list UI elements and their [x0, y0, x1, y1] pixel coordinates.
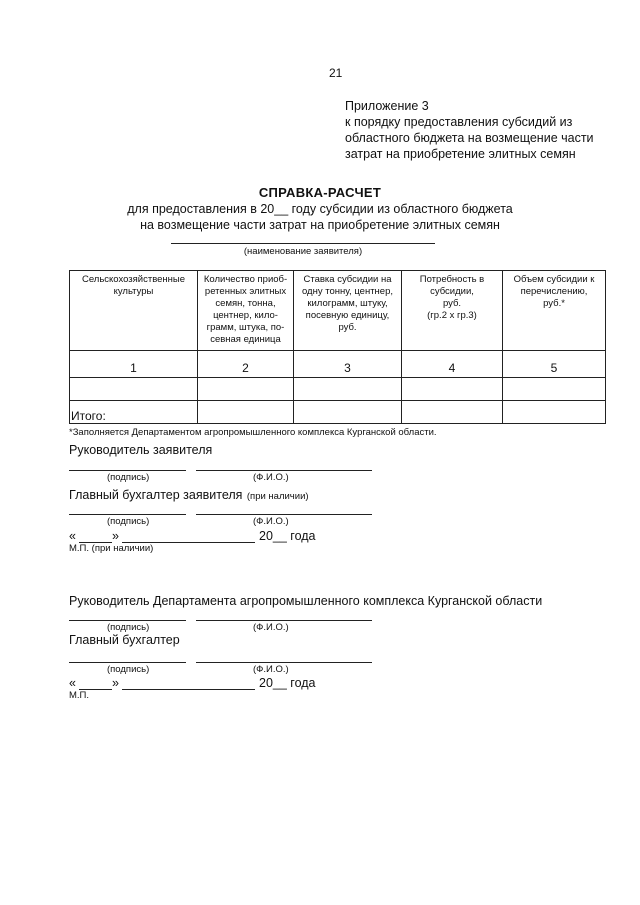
fio-caption: (Ф.И.О.)	[253, 664, 289, 675]
chief-accountant-label: Главный бухгалтер	[69, 633, 180, 647]
chief-accountant-applicant	[69, 486, 309, 504]
appendix-line: затрат на приобретение элитных семян	[345, 147, 576, 161]
total-row	[70, 401, 606, 424]
date-year: 20__ года	[259, 529, 316, 543]
fio-caption: (Ф.И.О.)	[253, 516, 289, 527]
document-title: СПРАВКА-РАСЧЕТ	[258, 185, 382, 200]
document-subtitle	[0, 202, 640, 233]
table-cell[interactable]	[402, 378, 503, 401]
date-open-quote: «	[69, 529, 76, 543]
chief-accountant-applicant-label: Главный бухгалтер заявителя	[69, 488, 243, 502]
table-cell[interactable]	[198, 401, 294, 424]
appendix-block	[345, 98, 595, 162]
appendix-line: областного бюджета на возмещение части	[345, 131, 594, 145]
appendix-line: Приложение 3	[345, 99, 429, 113]
column-number: 2	[198, 351, 294, 378]
stamp-place: М.П.	[69, 690, 90, 701]
table-cell[interactable]	[294, 401, 402, 424]
header-need: Потребность в субсидии, руб. (гр.2 х гр.3)	[402, 271, 503, 351]
table-cell[interactable]	[402, 401, 503, 424]
calculation-table	[69, 270, 606, 424]
signature-line[interactable]	[69, 662, 186, 663]
fio-line[interactable]	[196, 662, 372, 663]
table-cell[interactable]	[198, 378, 294, 401]
header-rate: Ставка субсидии на одну тонну, центнер, килограмм, штуку, посевную единицу, руб.	[294, 271, 402, 351]
subtitle-line: для предоставления в 20__ году субсидии из областного бюджета	[127, 202, 513, 216]
signature-caption: (подпись)	[107, 472, 150, 483]
if-any-note: (при наличии)	[246, 491, 309, 502]
signature-line[interactable]	[69, 470, 186, 471]
signature-caption: (подпись)	[107, 516, 150, 527]
table-row	[70, 378, 606, 401]
table-header-row	[70, 271, 606, 351]
column-number-row	[70, 351, 606, 378]
date-month-line[interactable]	[122, 689, 255, 690]
date-close-quote: »	[112, 529, 119, 543]
column-number: 3	[294, 351, 402, 378]
table-cell[interactable]	[503, 378, 606, 401]
fio-caption: (Ф.И.О.)	[253, 622, 289, 633]
signature-caption: (подпись)	[107, 664, 150, 675]
total-label: Итого:	[70, 401, 198, 424]
fio-line[interactable]	[196, 620, 372, 621]
header-crops: Сельскохозяйственные культуры	[70, 271, 198, 351]
applicant-name-caption: (наименование заявителя)	[243, 246, 363, 257]
head-applicant-label: Руководитель заявителя	[69, 443, 213, 457]
date-open-quote: «	[69, 676, 76, 690]
header-quantity: Количество приоб- ретенных элитных семян, тонна, центнер, кило- грамм, штука, по- севная единица	[198, 271, 294, 351]
applicant-name-line	[171, 243, 435, 244]
appendix-line: к порядку предоставления субсидий из	[345, 115, 573, 129]
fio-line[interactable]	[196, 514, 372, 515]
signature-caption: (подпись)	[107, 622, 150, 633]
stamp-place-if-any: М.П. (при наличии)	[69, 543, 154, 554]
table-cell[interactable]	[70, 378, 198, 401]
head-department-label: Руководитель Департамента агропромышленного комплекса Курганской области	[69, 594, 543, 608]
date-close-quote: »	[112, 676, 119, 690]
signature-line[interactable]	[69, 620, 186, 621]
fio-line[interactable]	[196, 470, 372, 471]
footnote: *Заполняется Департаментом агропромышленного комплекса Курганской области.	[69, 427, 437, 438]
header-transfer-amount: Объем субсидии к перечислению, руб.*	[503, 271, 606, 351]
signature-line[interactable]	[69, 514, 186, 515]
table-cell[interactable]	[294, 378, 402, 401]
column-number: 1	[70, 351, 198, 378]
subtitle-line: на возмещение части затрат на приобретение элитных семян	[140, 217, 500, 232]
column-number: 4	[402, 351, 503, 378]
fio-caption: (Ф.И.О.)	[253, 472, 289, 483]
table-cell[interactable]	[503, 401, 606, 424]
date-year: 20__ года	[259, 676, 316, 690]
page-number: 21	[329, 66, 343, 80]
column-number: 5	[503, 351, 606, 378]
